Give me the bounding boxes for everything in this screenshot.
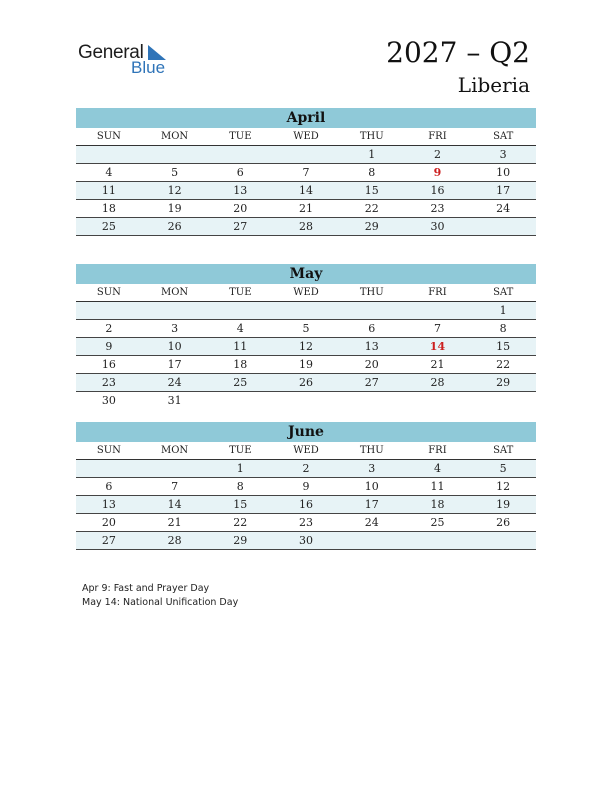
day-cell xyxy=(339,532,405,549)
weekday-label: FRI xyxy=(428,445,447,456)
day-cell: 15 xyxy=(233,498,248,511)
weekday-label: THU xyxy=(359,131,384,142)
day-cell: 20 xyxy=(101,516,116,529)
holiday-note: May 14: National Unification Day xyxy=(82,597,239,608)
day-cell: 10 xyxy=(496,166,511,179)
day-cell: 16 xyxy=(430,184,445,197)
day-cell: 27 xyxy=(233,220,248,233)
day-cell: 27 xyxy=(364,376,379,389)
day-cell: 3 xyxy=(499,148,507,161)
page-title: 2027 – Q2 xyxy=(386,36,530,69)
day-cell: 17 xyxy=(496,184,511,197)
day-cell: 25 xyxy=(430,516,445,529)
day-cell: 9 xyxy=(302,480,310,493)
day-cell: 23 xyxy=(299,516,314,529)
weekday-label: SUN xyxy=(96,287,121,298)
week-row xyxy=(76,200,536,218)
day-cell xyxy=(470,218,536,235)
week-row xyxy=(76,182,536,200)
day-cell: 22 xyxy=(364,202,379,215)
day-cell: 10 xyxy=(167,340,182,353)
day-cell: 6 xyxy=(236,166,244,179)
weekday-label: THU xyxy=(359,445,384,456)
day-cell xyxy=(207,146,273,163)
country-name: Liberia xyxy=(457,73,530,97)
day-cell: 9 xyxy=(105,340,113,353)
month-header: May xyxy=(76,264,536,284)
day-cell: 2 xyxy=(433,148,441,161)
week-row xyxy=(76,320,536,338)
day-cell: 5 xyxy=(499,462,507,475)
day-cell: 6 xyxy=(368,322,376,335)
day-cell xyxy=(76,460,142,477)
weekday-label: SAT xyxy=(493,445,514,456)
weekday-label: THU xyxy=(359,287,384,298)
day-cell xyxy=(470,532,536,549)
day-cell: 19 xyxy=(496,498,511,511)
day-cell xyxy=(142,460,208,477)
day-cell: 8 xyxy=(236,480,244,493)
day-cell: 24 xyxy=(496,202,511,215)
day-cell: 15 xyxy=(364,184,379,197)
day-cell xyxy=(142,302,208,319)
day-cell: 21 xyxy=(299,202,314,215)
day-cell: 6 xyxy=(105,480,113,493)
day-cell: 14 xyxy=(299,184,314,197)
day-cell: 5 xyxy=(171,166,179,179)
day-cell xyxy=(273,302,339,319)
logo xyxy=(78,40,178,80)
day-cell: 21 xyxy=(167,516,182,529)
day-cell: 2 xyxy=(105,322,113,335)
day-cell xyxy=(339,302,405,319)
day-cell: 3 xyxy=(171,322,179,335)
day-cell: 19 xyxy=(299,358,314,371)
day-cell: 18 xyxy=(101,202,116,215)
day-cell: 13 xyxy=(233,184,248,197)
holiday-note: Apr 9: Fast and Prayer Day xyxy=(82,583,210,594)
day-cell: 22 xyxy=(496,358,511,371)
day-cell: 10 xyxy=(364,480,379,493)
day-cell: 7 xyxy=(302,166,310,179)
day-cell: 25 xyxy=(233,376,248,389)
day-cell: 13 xyxy=(364,340,379,353)
day-cell xyxy=(339,392,405,409)
day-cell: 17 xyxy=(167,358,182,371)
day-cell xyxy=(405,302,471,319)
day-cell: 20 xyxy=(364,358,379,371)
day-cell: 14 xyxy=(167,498,182,511)
logo-text-general: General xyxy=(78,42,144,63)
week-row xyxy=(76,374,536,392)
day-cell: 16 xyxy=(299,498,314,511)
day-cell: 11 xyxy=(101,184,116,197)
weekday-header-row xyxy=(76,442,536,460)
day-cell: 22 xyxy=(233,516,248,529)
week-row xyxy=(76,146,536,164)
week-row xyxy=(76,392,536,409)
day-cell: 1 xyxy=(236,462,244,475)
day-cell xyxy=(76,302,142,319)
weekday-label: SUN xyxy=(96,131,121,142)
day-cell xyxy=(142,146,208,163)
day-cell xyxy=(470,392,536,409)
weekday-label: TUE xyxy=(229,131,252,142)
weekday-label: TUE xyxy=(229,287,252,298)
month-header: June xyxy=(76,422,536,442)
day-cell: 8 xyxy=(499,322,507,335)
weekday-label: MON xyxy=(160,131,189,142)
week-row xyxy=(76,218,536,236)
month-header: April xyxy=(76,108,536,128)
day-cell: 25 xyxy=(101,220,116,233)
day-cell xyxy=(405,392,471,409)
week-row xyxy=(76,496,536,514)
day-cell: 8 xyxy=(368,166,376,179)
weekday-label: SAT xyxy=(493,131,514,142)
day-cell: 21 xyxy=(430,358,445,371)
day-cell: 29 xyxy=(233,534,248,547)
day-cell: 7 xyxy=(171,480,179,493)
day-cell: 7 xyxy=(433,322,441,335)
day-cell xyxy=(76,146,142,163)
day-cell: 28 xyxy=(430,376,445,389)
day-cell: 26 xyxy=(167,220,182,233)
day-cell: 29 xyxy=(364,220,379,233)
weekday-label: WED xyxy=(293,445,319,456)
day-cell: 24 xyxy=(364,516,379,529)
week-row xyxy=(76,338,536,356)
weekday-label: WED xyxy=(293,131,319,142)
week-row xyxy=(76,302,536,320)
weekday-label: TUE xyxy=(229,445,252,456)
day-cell: 12 xyxy=(167,184,182,197)
day-cell: 17 xyxy=(364,498,379,511)
day-cell: 12 xyxy=(496,480,511,493)
day-cell: 2 xyxy=(302,462,310,475)
day-cell: 5 xyxy=(302,322,310,335)
logo-text-blue: Blue xyxy=(131,58,166,77)
holiday-notes xyxy=(82,582,238,610)
week-row xyxy=(76,164,536,182)
day-cell: 28 xyxy=(167,534,182,547)
day-cell: 29 xyxy=(496,376,511,389)
day-cell: 4 xyxy=(433,462,441,475)
day-cell xyxy=(207,302,273,319)
day-cell: 11 xyxy=(233,340,248,353)
day-cell: 16 xyxy=(101,358,116,371)
day-cell: 23 xyxy=(101,376,116,389)
day-cell: 30 xyxy=(299,534,314,547)
day-cell: 18 xyxy=(430,498,445,511)
day-cell: 20 xyxy=(233,202,248,215)
day-cell: 4 xyxy=(236,322,244,335)
week-row xyxy=(76,356,536,374)
day-cell: 1 xyxy=(499,304,507,317)
weekday-header-row xyxy=(76,284,536,302)
day-cell: 30 xyxy=(430,220,445,233)
day-cell xyxy=(405,532,471,549)
day-cell xyxy=(273,146,339,163)
week-row xyxy=(76,514,536,532)
day-cell: 19 xyxy=(167,202,182,215)
weekday-label: MON xyxy=(160,287,189,298)
day-cell: 1 xyxy=(368,148,376,161)
month-may xyxy=(76,264,536,409)
day-cell: 12 xyxy=(299,340,314,353)
day-cell: 3 xyxy=(368,462,376,475)
day-cell: 23 xyxy=(430,202,445,215)
holiday-day-cell: 9 xyxy=(433,166,442,179)
month-april xyxy=(76,108,536,236)
day-cell xyxy=(273,392,339,409)
week-row xyxy=(76,532,536,550)
day-cell: 15 xyxy=(496,340,511,353)
weekday-label: FRI xyxy=(428,131,447,142)
day-cell: 24 xyxy=(167,376,182,389)
weekday-header-row xyxy=(76,128,536,146)
day-cell: 30 xyxy=(101,394,116,407)
day-cell: 13 xyxy=(101,498,116,511)
month-june xyxy=(76,422,536,550)
week-row xyxy=(76,478,536,496)
day-cell: 26 xyxy=(496,516,511,529)
weekday-label: FRI xyxy=(428,287,447,298)
day-cell: 27 xyxy=(101,534,116,547)
day-cell: 31 xyxy=(167,394,182,407)
day-cell: 11 xyxy=(430,480,445,493)
day-cell: 4 xyxy=(105,166,113,179)
day-cell: 18 xyxy=(233,358,248,371)
weekday-label: WED xyxy=(293,287,319,298)
day-cell: 28 xyxy=(299,220,314,233)
holiday-day-cell: 14 xyxy=(429,340,446,353)
weekday-label: MON xyxy=(160,445,189,456)
day-cell xyxy=(207,392,273,409)
day-cell: 26 xyxy=(299,376,314,389)
week-row xyxy=(76,460,536,478)
weekday-label: SUN xyxy=(96,445,121,456)
weekday-label: SAT xyxy=(493,287,514,298)
